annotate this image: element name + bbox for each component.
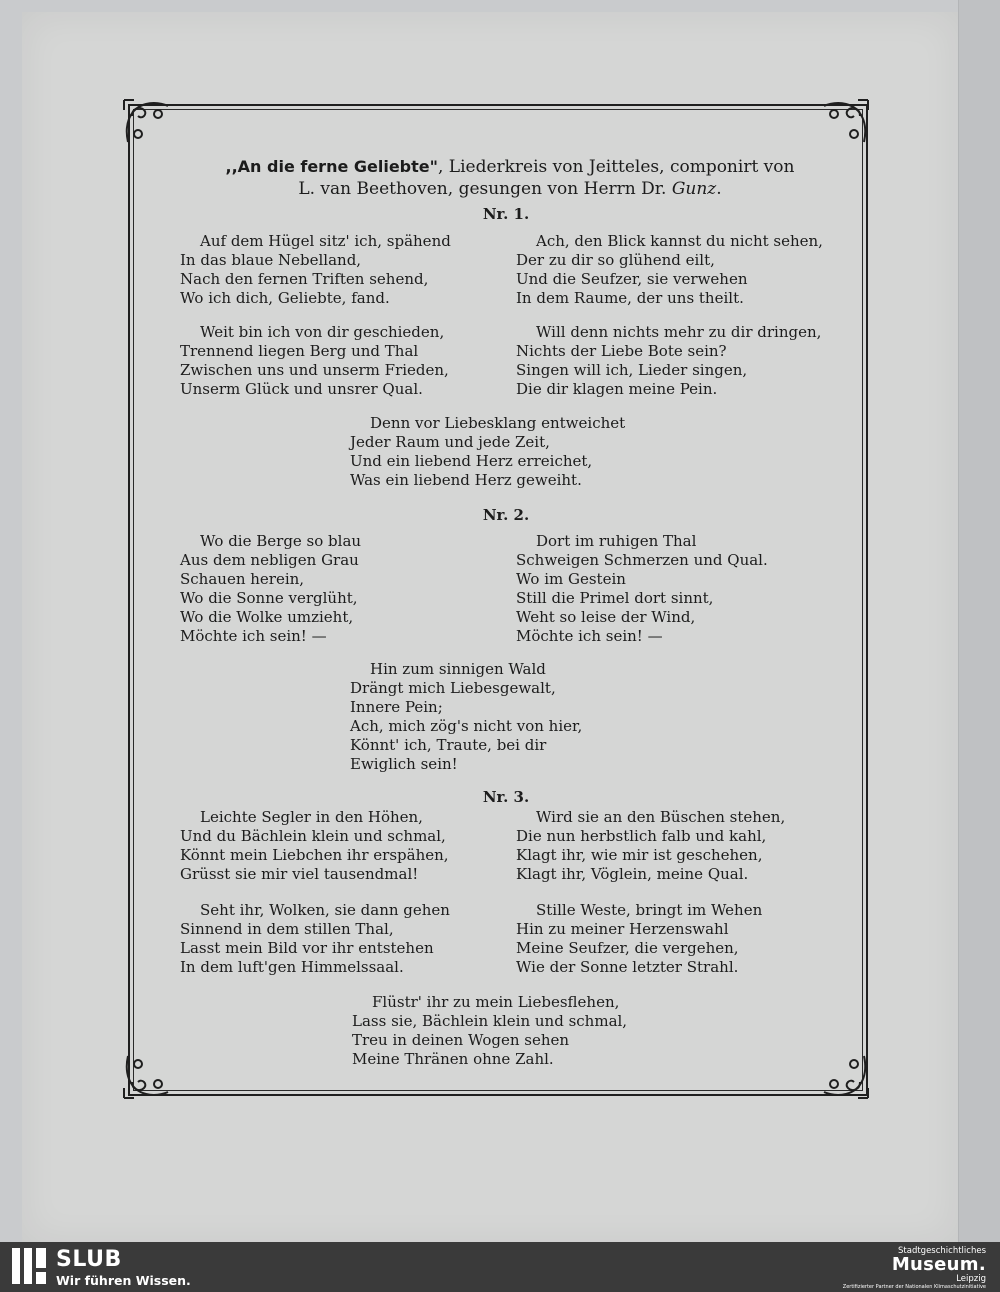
title-work: ,,An die ferne Geliebte" (225, 157, 438, 176)
museum-name: Museum. (891, 1254, 986, 1275)
verse-line: Weit bin ich von dir geschieden, (200, 323, 445, 341)
title-rest-1: , Liederkreis von Jeitteles, componirt von (437, 157, 795, 177)
verse-line: Und du Bächlein klein und schmal, (180, 827, 446, 845)
verse-line: Klagt ihr, wie mir ist geschehen, (516, 846, 763, 864)
verse-line: Die nun herbstlich falb und kahl, (516, 827, 767, 845)
verse-line: Lasst mein Bild vor ihr entstehen (180, 939, 434, 957)
verse-line: Weht so leise der Wind, (516, 608, 696, 626)
corner-ornament-icon (816, 1046, 874, 1104)
slub-logo-icon (12, 1248, 46, 1284)
verse-line: Meine Seufzer, die vergehen, (516, 939, 739, 957)
verse-line: Singen will ich, Lieder singen, (516, 361, 748, 379)
museum-line-1: Stadtgeschichtliches (898, 1246, 986, 1256)
verse-line: Stille Weste, bringt im Wehen (536, 901, 763, 919)
museum-city: Leipzig (956, 1274, 986, 1284)
verse-line: Jeder Raum und jede Zeit, (350, 433, 550, 451)
verse-line: Und die Seufzer, sie verwehen (516, 270, 748, 288)
verse-line: Will denn nichts mehr zu dir dringen, (536, 323, 822, 341)
verse-line: Wo ich dich, Geliebte, fand. (180, 289, 390, 307)
verse-line: Zwischen uns und unserm Frieden, (180, 361, 449, 379)
section-heading-nr2: Nr. 2. (482, 506, 530, 524)
stanza-nr1-center (350, 414, 625, 490)
verse-line: Wo die Sonne verglüht, (180, 589, 358, 607)
verse-line: Könnt' ich, Traute, bei dir (350, 736, 547, 754)
museum-partner-note: Zertifizierter Partner der Nationalen Klimaschutzinitiative (842, 1284, 986, 1290)
stanza-nr3-right-2 (516, 901, 762, 977)
verse-line: Ach, mich zög's nicht von hier, (350, 717, 583, 735)
verse-line: Seht ihr, Wolken, sie dann gehen (200, 901, 450, 919)
verse-line: Auf dem Hügel sitz' ich, spähend (200, 232, 451, 250)
verse-line: Denn vor Liebesklang entweichet (370, 414, 626, 432)
stanza-nr1-left-2 (180, 323, 449, 399)
verse-line: Nichts der Liebe Bote sein? (516, 342, 727, 360)
verse-line: Treu in deinen Wogen sehen (352, 1031, 570, 1049)
stanza-nr3-left-1 (180, 808, 449, 884)
page-title (180, 156, 840, 200)
corner-ornament-icon (118, 94, 176, 152)
verse-line: Grüsst sie mir viel tausendmal! (180, 865, 419, 883)
verse-line: Schauen herein, (180, 570, 305, 588)
verse-line: Möchte ich sein! — (180, 627, 327, 645)
verse-line: Wo im Gestein (516, 570, 626, 588)
section-heading-nr1: Nr. 1. (482, 205, 530, 223)
verse-line: Was ein liebend Herz geweiht. (350, 471, 582, 489)
verse-line: Still die Primel dort sinnt, (516, 589, 714, 607)
verse-line: Klagt ihr, Vöglein, meine Qual. (516, 865, 749, 883)
stanza-nr2-left (180, 532, 361, 646)
verse-line: Die dir klagen meine Pein. (516, 380, 718, 398)
stanza-nr2-right (516, 532, 768, 646)
verse-line: In das blaue Nebelland, (180, 251, 362, 269)
corner-ornament-icon (816, 94, 874, 152)
stanza-nr1-right-1 (516, 232, 823, 308)
corner-ornament-icon (118, 1046, 176, 1104)
verse-line: Innere Pein; (350, 698, 443, 716)
verse-line: Ewiglich sein! (350, 755, 458, 773)
verse-line: Möchte ich sein! — (516, 627, 663, 645)
verse-line: Wo die Berge so blau (200, 532, 362, 550)
verse-line: Wie der Sonne letzter Strahl. (516, 958, 739, 976)
verse-line: Unserm Glück und unsrer Qual. (180, 380, 423, 398)
title-end: . (716, 179, 722, 199)
slub-brand-name: SLUB (56, 1247, 122, 1272)
verse-line: Dort im ruhigen Thal (536, 532, 697, 550)
verse-line: Sinnend in dem stillen Thal, (180, 920, 394, 938)
title-rest-2: L. van Beethoven, gesungen von Herrn Dr. (298, 179, 667, 199)
verse-line: Und ein liebend Herz erreichet, (350, 452, 593, 470)
stanza-nr3-left-2 (180, 901, 450, 977)
slub-claim: Wir führen Wissen. (56, 1273, 191, 1288)
section-heading-nr3: Nr. 3. (482, 788, 530, 806)
stanza-nr1-right-2 (516, 323, 821, 399)
stanza-nr2-center (350, 660, 582, 774)
verse-line: Wo die Wolke umzieht, (180, 608, 354, 626)
verse-line: Drängt mich Liebesgewalt, (350, 679, 556, 697)
verse-line: Meine Thränen ohne Zahl. (352, 1050, 554, 1068)
verse-line: Könnt mein Liebchen ihr erspähen, (180, 846, 449, 864)
verse-line: Leichte Segler in den Höhen, (200, 808, 423, 826)
verse-line: Der zu dir so glühend eilt, (516, 251, 715, 269)
verse-line: Aus dem nebligen Grau (180, 551, 359, 569)
stanza-nr1-left-1 (180, 232, 451, 308)
adjacent-page-edge (958, 0, 1000, 1242)
verse-line: Ach, den Blick kannst du nicht sehen, (536, 232, 823, 250)
verse-line: In dem Raume, der uns theilt. (516, 289, 744, 307)
verse-line: Hin zum sinnigen Wald (370, 660, 546, 678)
verse-line: Wird sie an den Büschen stehen, (536, 808, 786, 826)
verse-line: Lass sie, Bächlein klein und schmal, (352, 1012, 628, 1030)
viewer-footer-bar (0, 1242, 1000, 1292)
verse-line: Nach den fernen Triften sehend, (180, 270, 429, 288)
stanza-nr3-center (352, 993, 627, 1069)
verse-line: Flüstr' ihr zu mein Liebesflehen, (372, 993, 620, 1011)
title-singer: Gunz (671, 179, 717, 199)
museum-logo (786, 1246, 986, 1291)
verse-line: Schweigen Schmerzen und Qual. (516, 551, 768, 569)
verse-line: Hin zu meiner Herzenswahl (516, 920, 729, 938)
stanza-nr3-right-1 (516, 808, 785, 884)
verse-line: In dem luft'gen Himmelssaal. (180, 958, 404, 976)
verse-line: Trennend liegen Berg und Thal (180, 342, 419, 360)
